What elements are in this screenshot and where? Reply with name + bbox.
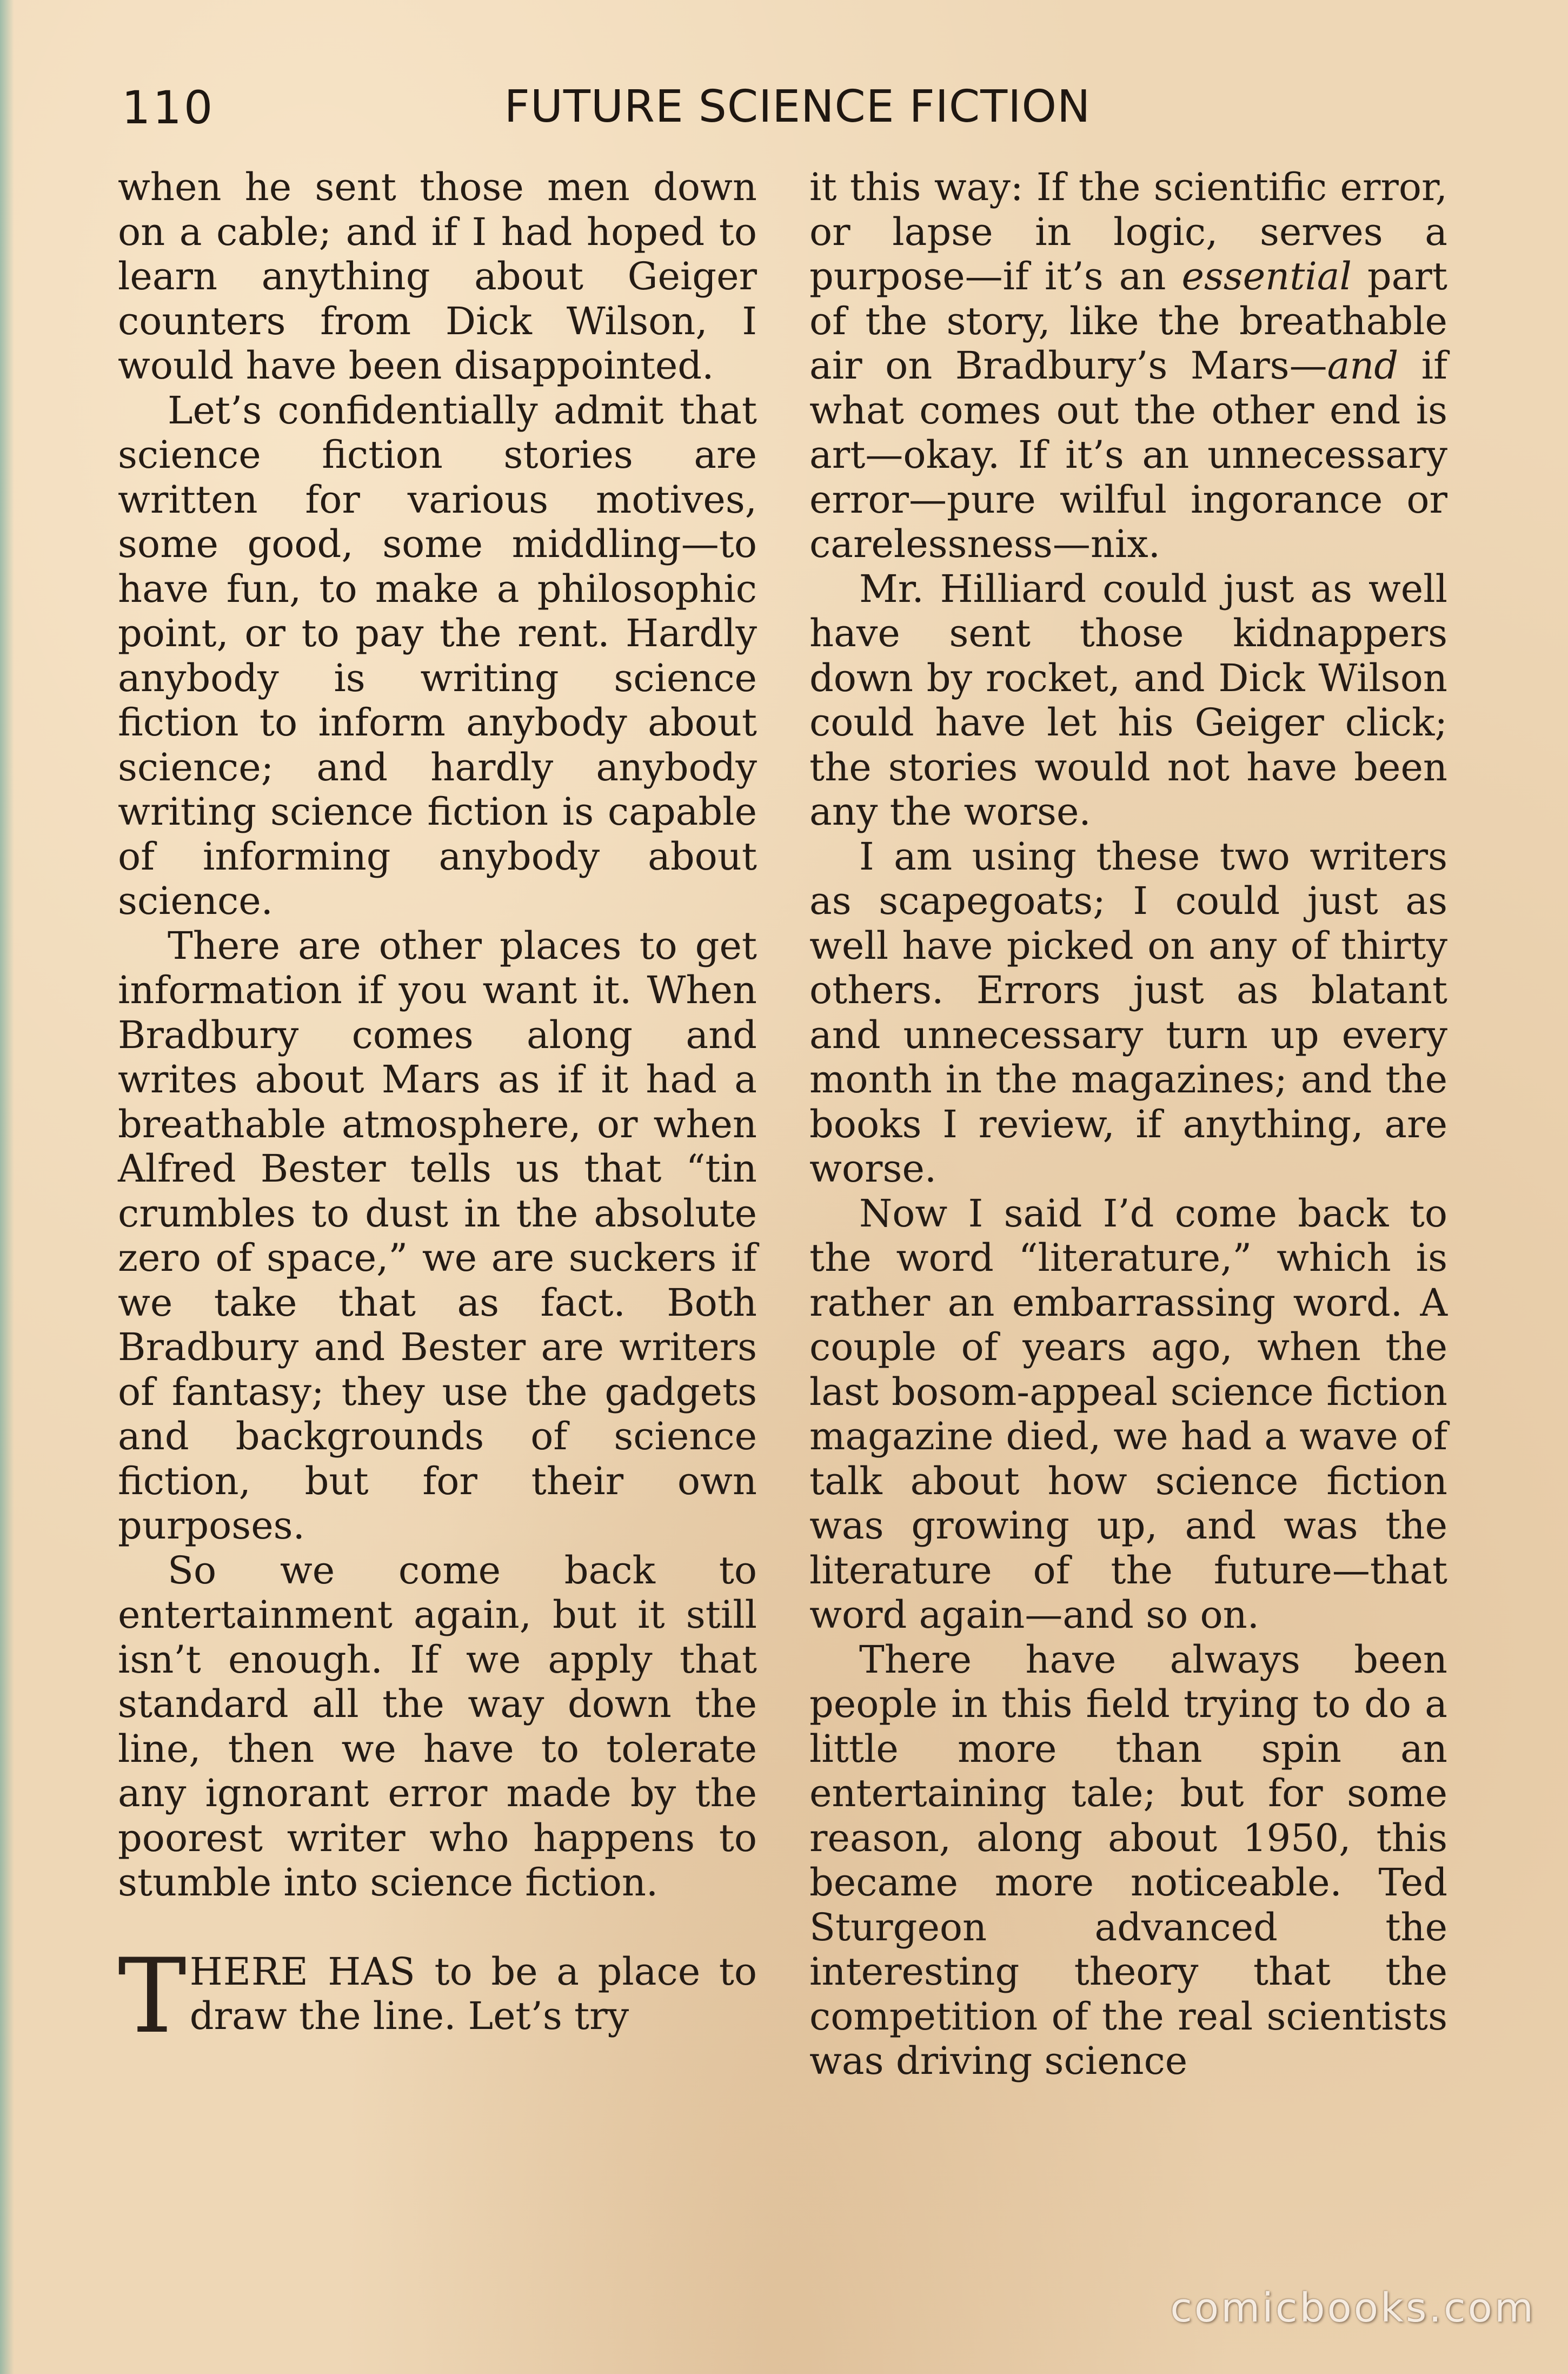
right-column: [809, 165, 1447, 2084]
paragraph-continued: when he sent those men down on a cable; and if I had hoped to learn anything about Geiger counters from Dick Wilson, I would have been disappointed.: [118, 165, 757, 388]
paragraph: There are other places to get information if you want it. When Bradbury comes along and writes about Mars as if it had a breathable atmosphere, or when Alfred Bester tells us that “tin crumbles to dust in the absolute zero of space,” we are suckers if we take that as fact. Both Bradbury and Bester are writers of fantasy; they use the gadgets and backgrounds of science fiction, but for their own purposes.: [118, 923, 757, 1548]
paragraph: So we come back to entertainment again, but it still isn’t enough. If we apply that standard all the way down the line, then we have to tolerate any ignorant error made by the poorest writer who happens to stumble into science fiction.: [118, 1548, 757, 1905]
page-number: 110: [122, 81, 215, 134]
emphasis: and: [1327, 343, 1399, 388]
paragraph: Now I said I’d come back to the word “literature,” which is rather an embarrassing word. A couple of years ago, when the last bosom-appeal science fiction magazine died, we had a wave of talk about how science fiction was growing up, and was the literature of the future—that word again—and so on.: [809, 1191, 1447, 1637]
paragraph: There have always been people in this field trying to do a little more than spin an entertaining tale; but for some reason, along about 1950, this became more noticeable. Ted Sturgeon advanced the interesting theory that the competition of the real scientists was driving science: [809, 1637, 1447, 2083]
paragraph: Let’s confidentially admit that science fiction stories are written for various motives, some good, some middling—to have fun, to make a philosophic point, or to pay the rent. Hardly anybody is writing science fiction to inform anybody about science; and hardly anybody writing science fiction is capable of informing anybody about science.: [118, 388, 757, 923]
page-edge-tint: [0, 0, 14, 2374]
left-column: [118, 165, 758, 2056]
page-header: [122, 81, 1441, 146]
paragraph-text: if what comes out the other end is art—okay. If it’s an unnecessary error—pure wilful ingorance or carelessness—nix.: [809, 343, 1447, 566]
watermark: comicbooks.com: [1170, 2285, 1536, 2331]
running-title: FUTURE SCIENCE FICTION: [504, 81, 1091, 132]
section-break: [118, 1905, 757, 1949]
paragraph: I am using these two writers as scapegoats; I could just as well have picked on any of thirty others. Errors just as blatant and unnecessary turn up every month in the magazines; and the books I review, if anything, are worse.: [809, 834, 1447, 1191]
paragraph: Mr. Hilliard could just as well have sent those kidnappers down by rocket, and Dick Wilson could have let his Geiger click; the stories would not have been any the worse.: [809, 566, 1447, 834]
paragraph-text: part of the story, like the breathable air on Bradbury’s Mars—: [809, 254, 1448, 388]
paragraph-text: it this way: If the scientific error, or lapse in logic, serves a purpose—if it’s an: [809, 165, 1447, 299]
dropcap-paragraph: [118, 1936, 758, 2056]
paragraph-text: to be a place to draw the line. Let’s try: [189, 1949, 758, 2038]
paragraph-continued: [809, 165, 1447, 567]
drop-cap-letter: T: [118, 1936, 187, 2056]
lead-in-caps: HERE HAS: [189, 1949, 416, 1994]
emphasis: essential: [1181, 254, 1352, 299]
